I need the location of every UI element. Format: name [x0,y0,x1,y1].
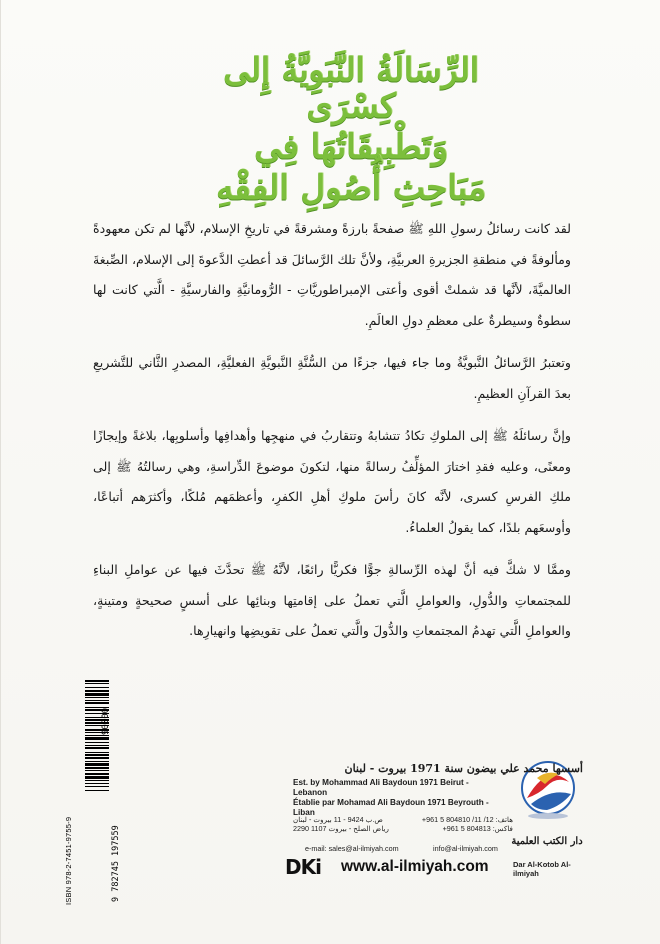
barcode-bar [85,752,109,753]
barcode-bar [85,745,109,746]
barcode-bar [85,776,109,779]
barcode-bar [85,737,109,740]
barcode-bar [85,783,109,784]
phone-fax [403,815,513,833]
established-arabic: أسسها محمد علي بيضون سنة 1971 بيروت - لبنان [344,762,583,775]
barcode-bar [85,757,109,759]
established-english [293,778,493,818]
title-line-1: الرِّسَالَةُ النَّبَوِيَّةُ إِلى كِسْرَى [223,50,479,126]
dki-logo-text: DKi [285,855,321,879]
barcode-bar [85,780,109,781]
sales-email: e-mail: sales@al-ilmiyah.com [305,844,399,853]
title-line-2: وَتَطْبِيقَاتُهَا فِي [254,126,448,167]
blurb-text [93,214,571,659]
website-url: www.al-ilmiyah.com [341,858,489,875]
established-french-line: Établie par Mohamad Ali Baydoun 1971 Beyrouth - Liban [293,798,489,817]
barcode-addon-code: 90000 [101,707,111,735]
cover-title [181,52,521,207]
barcode-bar [85,767,109,769]
title-line-3: مَبَاحِثِ أُصُولِ الفِقْهِ [216,167,486,208]
barcode-bar [85,747,109,749]
publisher-name-english: Dar Al-Kotob Al-ilmiyah [513,860,571,878]
website-row [285,855,595,879]
barcode-bar [85,786,109,787]
barcode-bar [85,770,109,771]
blurb-paragraph-4: وممَّا لا شكَّ فيه أنَّ لهذه الرِّسالةِ جوًّا فكريًّا رائعًا، لأنَّهُ ﷺ تحدَّثَ فيها عن عواملِ البناءِ للمجتمعاتِ والدُّولِ، والعواملِ الَّتي تعملُ على إقامتِها وبنائِها على أسسٍ صحيحةٍ ومتينةٍ، والعواملِ الَّتي تهدمُ المجتمعاتِ والدُّولَ والَّتي تعملُ على تقويضِها وانهيارِها. [93,562,571,638]
barcode-bar [85,790,109,791]
riyad-address: رياض الصلح - بيروت 1107 2290 [293,824,390,833]
barcode-bar [85,735,109,736]
barcode-bar [85,763,109,766]
publisher-name-arabic: دار الكتب العلمية [511,836,583,847]
fax-number: فاكس: 804813 5 961+ [442,824,513,833]
blurb-paragraph-1: لقد كانت رسائلُ رسولِ اللهِ ﷺ صفحةً بارزةً ومشرقةً في تاريخِ الإسلام، لأنَّها لم تكن معهودةً ومألوفةً في منطقةِ الجزيرةِ العربيَّةِ، ولأنَّ تلك الرَّسائلَ قد أعطتِ الدَّعوةَ إلى الإسلام، الصِّبغةَ العالميَّةَ، لأنَّها قد شملتْ أقوى وأعتى الإمبراطوريَّاتِ - الرُّومانيَّةِ والفارسيَّةِ - الَّتي كانت لها سطوةٌ وسيطرةٌ على معظمِ دولِ العالَمِ. [93,221,571,328]
publisher-info [285,762,583,892]
barcode-bar [85,742,109,743]
phone-number: هاتف: 12/ 11/ 804810 5 961+ [421,815,513,824]
info-email: info@al-ilmiyah.com [433,844,498,853]
barcode-bar [85,761,109,762]
isbn-label: ISBN 978-2-7451-9755-9 [64,816,73,905]
barcode-bar [85,773,109,775]
barcode-bar [85,754,109,756]
po-box: ص.ب 9424 - 11 بيروت - لبنان [293,815,384,824]
barcode-digits: 9 782745 197559 [111,825,121,902]
postal-address [293,815,403,833]
blurb-paragraph-2: وتعتبرُ الرَّسائلُ النَّبويَّةُ وما جاء فيها، جزءًا من السُّنَّةِ النَّبويَّةِ الفعليَّةِ، المصدرِ الثَّاني للتَّشريعِ بعدَ القرآنِ العظيمِ. [93,355,571,401]
established-english-line: Est. by Mohammad Ali Baydoun 1971 Beirut - Lebanon [293,778,469,797]
blurb-paragraph-3: وإنَّ رسائلَهُ ﷺ إلى الملوكِ تكادُ تتشابهُ وتتقاربُ في منهجِها وأهدافِها وأسلوبِها، بلاغةً وإيجازًا ومعنًى، وعليه فقدِ اختارَ المؤلِّفُ رسالةً منها، لتكونَ موضوعَ الدِّراسةِ، وهي رسالتُهُ ﷺ إلى ملكِ الفرسِ كسرى، لأنَّه كانَ رأسَ ملوكِ أهلِ الكفرِ، وأعظمَهم مُلكًا، وأكثرَهم أتباعًا، وأوسعَهم بلدًا، كما يقولُ العلماءُ. [93,428,571,535]
